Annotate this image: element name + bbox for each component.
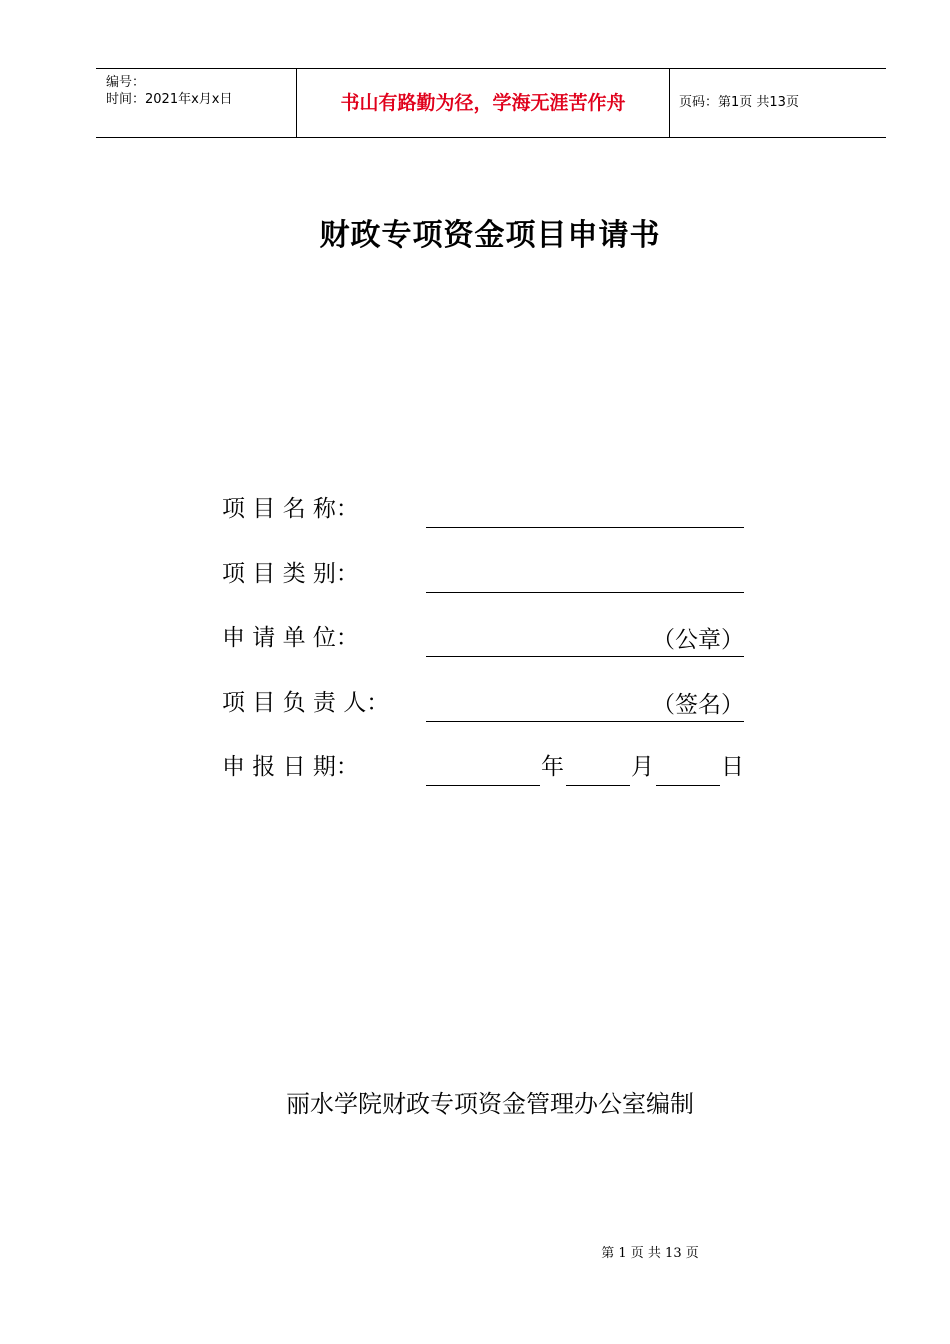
applicant-unit-blank[interactable] xyxy=(426,626,744,657)
project-name-blank[interactable] xyxy=(426,497,744,528)
year-label: 年 xyxy=(541,754,564,780)
motto-text: 书山有路勤为径，学海无涯苦作舟 xyxy=(340,92,626,114)
month-blank[interactable] xyxy=(566,755,630,786)
project-leader-label: 项 目 负 责 人： xyxy=(222,690,390,716)
project-category-field xyxy=(222,554,746,594)
project-name-field xyxy=(222,489,746,529)
day-label: 日 xyxy=(721,754,744,780)
header-meta-cell xyxy=(96,69,296,137)
applicant-unit-field xyxy=(222,618,746,658)
report-date-label: 申 报 日 期： xyxy=(222,754,359,780)
page-info: 页码：第1页 共13页 xyxy=(679,95,799,110)
page-number-footer: 第 1 页 共 13 页 xyxy=(601,1246,699,1261)
project-category-label: 项 目 类 别： xyxy=(222,561,359,587)
header-page-cell xyxy=(669,69,886,137)
month-label: 月 xyxy=(631,754,654,780)
year-blank[interactable] xyxy=(426,755,540,786)
signature-note: （签名） xyxy=(652,692,744,718)
compiling-organization: 丽水学院财政专项资金管理办公室编制 xyxy=(286,1090,694,1118)
header-motto-cell xyxy=(296,69,670,137)
project-category-blank[interactable] xyxy=(426,562,744,593)
official-seal-note: （公章） xyxy=(652,627,744,653)
project-leader-field xyxy=(222,683,746,723)
report-date-field xyxy=(222,747,746,787)
document-header-table xyxy=(96,68,886,138)
applicant-unit-label: 申 请 单 位： xyxy=(222,625,359,651)
project-leader-blank[interactable] xyxy=(426,691,744,722)
document-title: 财政专项资金项目申请书 xyxy=(319,218,661,253)
day-blank[interactable] xyxy=(656,755,720,786)
date-label: 时间：2021年x月x日 xyxy=(106,92,233,107)
serial-number-label: 编号： xyxy=(106,75,146,90)
project-name-label: 项 目 名 称： xyxy=(222,496,359,522)
